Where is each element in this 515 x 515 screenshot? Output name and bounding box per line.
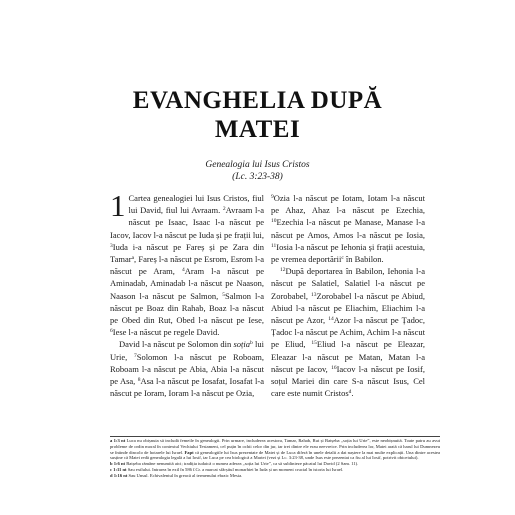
footnote-marker[interactable]: c: [341, 255, 344, 262]
verse-text: Iuda i-a născut pe Fareș și pe Zara din Tamar: [110, 241, 264, 265]
verse-text: Cartea genealogiei lui Isus Cristos, fiul lui David, fiul lui Avraam.: [128, 193, 264, 216]
left-column: [110, 188, 265, 399]
footnote-ref: d 1:16 nt: [110, 472, 128, 478]
verse-number: 7: [133, 352, 137, 359]
verse-number: 9: [271, 194, 274, 200]
footnote-text: că genealogiile lui Isus prezentate de Matei și de Luca diferă în unele detalii a dat naștere la mai multe explicații. Una dintre acestea susține că Matei redă genealogia legală a lui Iosif, iar Luca pe cea biologică a Mariei (vezi și Lc. 3:23-38, unde Isus este prezentat ca fiu al lui Iosif, potrivit obiceiului).: [110, 449, 440, 461]
verse-number: 10: [271, 218, 277, 225]
verse-1: [110, 188, 265, 338]
verse-number: 14: [328, 316, 334, 323]
footnote-marker[interactable]: b: [250, 340, 253, 347]
verse-text: , Fareș l-a născut pe Esrom, Esrom l-a născut pe Aram,: [110, 254, 264, 277]
verse-number: 4: [181, 267, 185, 274]
section-heading: [0, 159, 515, 183]
footnote-ref: Fapt: [184, 449, 194, 455]
verse-text: Ozia l-a născut pe Iotam, Iotam l-a născut pe Ahaz, Ahaz l-a născut pe Ezechia,: [271, 193, 425, 216]
footnote-text: Luca nu obișnuia să includă femeile în genealogii. Prin urmare, includerea acestora, Tamar, Rahab, Rut și Batșeba „soția lui Urie”, este neobișnuită. Toate patru au avut probleme de ordin moral în contextul Vechiului Testament, cel puțin în ochii celor din jur, iar trei dintre ele erau neevreice. Prin includerea lor, Matei arată că harul lui Dumnezeu se întinde dincolo de hotarele lui Israel.: [110, 438, 440, 455]
verse-text: Eliud l-a născut pe Eleazar, Eleazar l-a născut pe Matan, Matan l-a născut pe Iacov,: [271, 339, 425, 374]
footnote-divider: [110, 436, 440, 437]
footnote: [110, 473, 440, 479]
verse-text: în Babilon.: [343, 254, 384, 265]
verse-text: Solomon l-a născut pe Roboam, Roboam l-a născut pe Abia, Abia l-a născut pe Asa,: [110, 351, 264, 387]
verse-text: Iosia l-a născut pe Iehonia și frații acestuia, pe vremea deportării: [271, 241, 425, 265]
right-column: [271, 192, 425, 399]
verse-text: Ezechia l-a născut pe Manase, Manase l-a născut pe Amos, Amos l-a născut pe Iosia,: [271, 217, 425, 240]
verse-text: După deportarea în Babilon, Iehonia l-a născut pe Salatiel, Salatiel l-a născut pe Zorobabel,: [271, 266, 425, 301]
verse-text: Salmon l-a născut pe Boaz din Rahab, Boaz l-a născut pe Obed din Rut, Obed l-a născut pe Iese,: [110, 290, 264, 326]
verse-6b: [110, 338, 264, 399]
footnote-text: Sau Unsul. Echivalentul în greacă al termenului ebraic Mesia.: [128, 472, 243, 478]
verse-number: 8: [137, 377, 141, 384]
verse-number: 13: [311, 291, 317, 298]
footnote-ref: b 1:6 nt: [110, 461, 126, 467]
verse-number: 15: [311, 340, 317, 347]
verse-number: 2: [222, 206, 226, 213]
footnote-text: Sau exilului. Intrarea în exil în 586 î.Cr. a marcat sfârșitul monarhiei în Iuda și un moment crucial în istoria lui Israel.: [127, 466, 344, 472]
verse-text: Avraam l-a născut pe Isaac, Isaac l-a născut pe Iacov, Iacov l-a născut pe Iuda și pe frații lui,: [110, 205, 264, 240]
verse-text: Azor l-a născut pe Țadoc, Țadoc l-a născut pe Achim, Achim l-a născut pe Eliud,: [271, 315, 426, 350]
footnote-text: Batșeba rămâne nenumită aici; tradiția iudaică o numea adesea „soția lui Urie”, ca să sublinieze păcatul lui David (2 Sam. 11).: [126, 461, 359, 467]
footnote-marker[interactable]: d: [348, 389, 352, 396]
verse-12: [271, 265, 425, 399]
verse-text: Zorobabel l-a născut pe Abiud, Abiud l-a născut pe Eliachim, Eliachim l-a născut pe Azor,: [271, 290, 425, 326]
verse-number: 12: [280, 267, 286, 274]
chapter-number: 1: [110, 188, 126, 223]
footnote-marker[interactable]: a: [131, 255, 135, 262]
verse-number: 3: [110, 242, 113, 249]
verse-text: lui Urie,: [110, 339, 264, 362]
section-cross-reference: (Lc. 3:23-38): [232, 172, 283, 182]
verse-text: Iacov l-a născut pe Iosif, soțul Mariei din care S-a născut Isus, Cel care este numit Cristos: [271, 363, 425, 399]
footnotes: [110, 438, 440, 479]
verse-number: 5: [222, 291, 226, 298]
verse-number: 6: [110, 328, 113, 335]
footnote: [110, 438, 440, 461]
book-title-line-2: MATEI: [214, 116, 301, 143]
section-title: Genealogia lui Isus Cristos: [205, 160, 310, 170]
verse-text: Asa l-a născut pe Iosafat, Iosafat l-a născut pe Ioram, Ioram l-a născut pe Ozia,: [110, 376, 265, 399]
footnote-ref: a 1:3 nt: [110, 438, 126, 443]
verse-text-italic: soția: [233, 339, 251, 350]
book-title: [0, 86, 515, 144]
verse-number: 16: [331, 364, 337, 371]
book-title-line-1: EVANGHELIA DUPĂ: [132, 87, 383, 114]
verse-9: [271, 192, 425, 265]
verse-text: Aram l-a născut pe Aminadab, Aminadab l-a născut pe Naason, Naason l-a născut pe Salmon,: [110, 266, 265, 301]
verse-text: .: [351, 388, 354, 399]
verse-text: Iese l-a născut pe regele David.: [112, 327, 220, 338]
verse-number: 11: [271, 242, 277, 249]
verse-text: David l-a născut pe Solomon din: [119, 339, 234, 350]
footnote-ref: c 1:11 nt: [110, 466, 127, 472]
